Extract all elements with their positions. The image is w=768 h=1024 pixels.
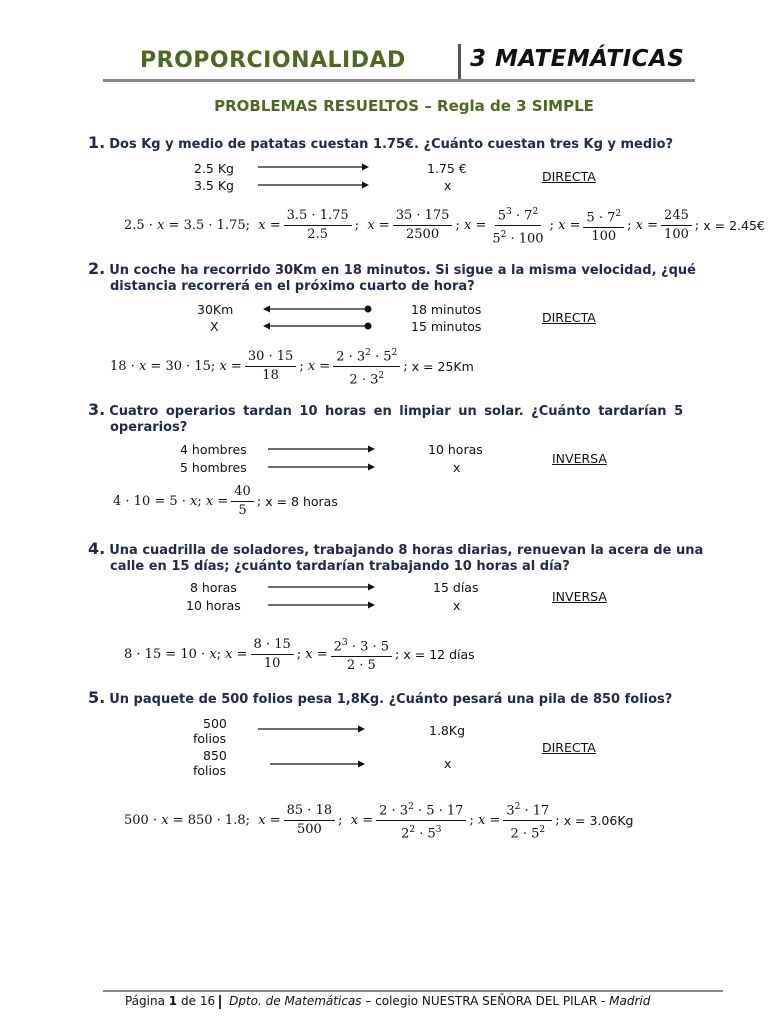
- problem-number: 5.: [88, 688, 106, 707]
- problem-text: Una cuadrilla de soladores, trabajando 8 horas diarias, renuevan la acera de una calle en 15 días; ¿cuánto tardarían trabajando 10 horas al día?: [109, 543, 704, 574]
- p4-row2-left: 10 horas: [186, 598, 241, 613]
- p5-row2-left-number: 850: [203, 748, 227, 763]
- p4-row2-right: x: [453, 598, 461, 613]
- problem-number: 1.: [88, 133, 106, 152]
- footer-total-pages: 16: [199, 994, 216, 1008]
- problem-number: 4.: [88, 539, 106, 558]
- page-subtitle: PROBLEMAS RESUELTOS – Regla de 3 SIMPLE: [214, 97, 594, 115]
- p5-arrows: [258, 722, 370, 772]
- p2-row1-left: 30Km: [197, 302, 234, 317]
- header-left-title: PROPORCIONALIDAD: [140, 48, 406, 73]
- problem-number: 3.: [88, 400, 106, 419]
- p5-row2-right: x: [444, 756, 452, 771]
- p1-arrows: [258, 160, 370, 194]
- problem-text: Cuatro operarios tardan 10 horas en limpiar un solar. ¿Cuánto tardarían 5 operarios?: [109, 404, 684, 435]
- p1-row2-right: x: [444, 178, 452, 193]
- p2-result: x = 25Km: [411, 359, 474, 375]
- problem-text: Un coche ha recorrido 30Km en 18 minutos. Si sigue a la misma velocidad, ¿qué distancia recorrerá en el próximo cuarto de hora?: [109, 263, 696, 294]
- problem-text: Un paquete de 500 folios pesa 1,8Kg. ¿Cuánto pesará una pila de 850 folios?: [109, 692, 673, 707]
- p3-row1-right: 10 horas: [428, 442, 483, 457]
- p4-row1-left: 8 horas: [190, 580, 237, 595]
- p5-result: x = 3.06Kg: [563, 813, 634, 829]
- header-rule: [103, 79, 695, 82]
- p2-row2-left: X: [210, 319, 219, 334]
- footer-page-label: Página: [125, 994, 165, 1008]
- problem-1-statement: [88, 135, 698, 153]
- problem-4-statement: [88, 541, 720, 575]
- p5-row1-left-unit: folios: [193, 731, 227, 746]
- p4-result: x = 12 días: [403, 647, 475, 663]
- p1-proportion-type: DIRECTA: [542, 169, 596, 184]
- p1-row1-right: 1.75 €: [427, 161, 467, 176]
- p4-row1-right: 15 días: [433, 580, 479, 595]
- header-separator: [458, 44, 461, 80]
- p1-row2-left: 3.5 Kg: [194, 178, 234, 193]
- p5-solution: 500 · x = 850 · 1.8; x = $\frac{85 \cdot 18}{500}$ ; x = $\frac{2 \cdot 3^2 \cdot 5 \cdot 17}{2^2 \cdot 5^3}$ ; x = $\frac{3^2 \cdot 17}{2 \cdot 5^2}$ ; x = 3.06Kg: [124, 798, 633, 844]
- p2-row1-right: 18 minutos: [411, 302, 482, 317]
- footer-department: Dpto. de Matemáticas: [229, 994, 362, 1008]
- footer-city: Madrid: [609, 994, 651, 1008]
- p3-proportion-type: INVERSA: [552, 451, 607, 466]
- p3-arrows: [268, 442, 380, 476]
- p1-row1-left: 2.5 Kg: [194, 161, 234, 176]
- footer-page-number: 1: [168, 994, 178, 1008]
- footer-school: – colegio NUESTRA SEÑORA DEL PILAR -: [361, 994, 610, 1008]
- footer-of-label: de: [180, 994, 196, 1008]
- p3-result: x = 8 horas: [265, 494, 338, 509]
- p3-solution: 4 · 10 = 5 · x; x = $\frac{40}{5}$ ; x = 8 horas: [113, 484, 338, 518]
- p5-row2-left-unit: folios: [193, 763, 227, 778]
- p5-proportion-type: DIRECTA: [542, 740, 596, 755]
- p4-proportion-type: INVERSA: [552, 589, 607, 604]
- footer-separator: [219, 995, 221, 1009]
- p3-row1-left: 4 hombres: [180, 442, 247, 457]
- header-right-title: 3 MATEMÁTICAS: [470, 46, 685, 72]
- p4-solution: 8 · 15 = 10 · x; x = $\frac{8 \cdot 15}{10}$ ; x = $\frac{2^3 \cdot 3 \cdot 5}{2 \cdot 5}$ ; x = 12 días: [124, 634, 475, 675]
- p5-row1-right: 1.8Kg: [429, 723, 466, 738]
- p4-arrows: [268, 580, 380, 614]
- problem-5-statement: [88, 690, 698, 708]
- problem-2-statement: [88, 261, 720, 295]
- p2-proportion-type: DIRECTA: [542, 310, 596, 325]
- p2-arrows: [262, 302, 374, 336]
- problem-text: Dos Kg y medio de patatas cuestan 1.75€. ¿Cuánto cuestan tres Kg y medio?: [109, 137, 674, 152]
- problem-3-statement: [88, 402, 720, 436]
- p1-result: x = 2.45€: [703, 218, 765, 234]
- p3-row2-left: 5 hombres: [180, 460, 247, 475]
- p3-row2-right: x: [453, 460, 461, 475]
- p2-row2-right: 15 minutos: [411, 319, 482, 334]
- problem-number: 2.: [88, 259, 106, 278]
- footer-rule: [103, 990, 723, 992]
- p2-solution: 18 · x = 30 · 15; x = $\frac{30 \cdot 15}{18}$ ; x = $\frac{2 \cdot 3^2 \cdot 5^2}{2 \cdot 3^2}$ ; x = 25Km: [110, 344, 474, 390]
- page-footer: [125, 994, 650, 1009]
- p1-solution: 2.5 · x = 3.5 · 1.75; x = $\frac{3.5 \cdot 1.75}{2.5}$ ; x = $\frac{35 \cdot 175}{2500}$ ; x = $\frac{5^3 \cdot 7^2}{5^2 \cdot 100}$ ; x = $\frac{5 \cdot 7^2}{100}$ ; x = $\frac{245}{100}$ ; x = 2.45€: [124, 203, 765, 249]
- p5-row1-left-number: 500: [203, 716, 227, 731]
